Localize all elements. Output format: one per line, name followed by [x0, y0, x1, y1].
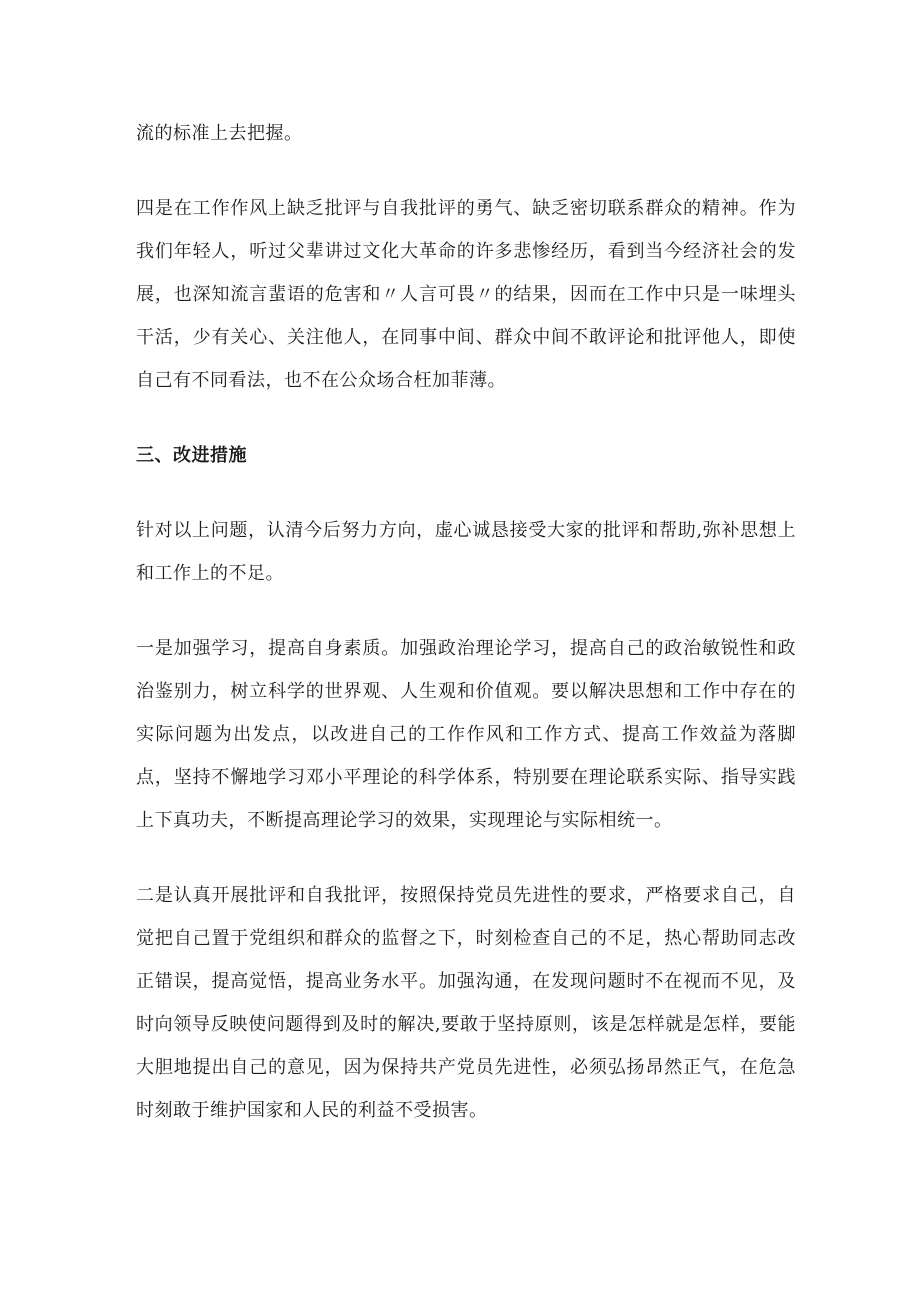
- paragraph-point-two: 二是认真开展批评和自我批评，按照保持党员先进性的要求，严格要求自己，自觉把自己置于党组织和群众的监督之下，时刻检查自己的不足，热心帮助同志改正错误，提高觉悟，提高业务水平。加强沟通，在发现问题时不在视而不见，及时向领导反映使问题得到及时的解决,要敢于坚持原则，该是怎样就是怎样，要能大胆地提出自己的意见，因为保持共产党员先进性，必须弘扬昂然正气，在危急时刻敢于维护国家和人民的利益不受损害。: [136, 885, 796, 1121]
- document-body: [136, 112, 796, 1164]
- paragraph-continuation: 流的标准上去把握。: [136, 123, 303, 144]
- paragraph-point-four: 四是在工作作风上缺乏批评与自我批评的勇气、缺乏密切联系群众的精神。作为我们年轻人，听过父辈讲过文化大革命的许多悲惨经历，看到当今经济社会的发展，也深知流言蜚语的危害和〃人言可畏〃的结果，因而在工作中只是一味埋头干活，少有关心、关注他人，在同事中间、群众中间不敢评论和批评他人，即使自己有不同看法，也不在公众场合枉加菲薄。: [136, 198, 796, 391]
- section-heading: 三、改进措施: [136, 445, 247, 466]
- paragraph-intro: 针对以上问题，认清今后努力方向，虚心诚恳接受大家的批评和帮助,弥补思想上和工作上的不足。: [136, 520, 796, 584]
- paragraph-point-one: 一是加强学习，提高自身素质。加强政治理论学习，提高自己的政治敏锐性和政治鉴别力，树立科学的世界观、人生观和价值观。要以解决思想和工作中存在的实际问题为出发点，以改进自己的工作作风和工作方式、提高工作效益为落脚点，坚持不懈地学习邓小平理论的科学体系，特别要在理论联系实际、指导实践上下真功夫，不断提高理论学习的效果，实现理论与实际相统一。: [136, 638, 796, 831]
